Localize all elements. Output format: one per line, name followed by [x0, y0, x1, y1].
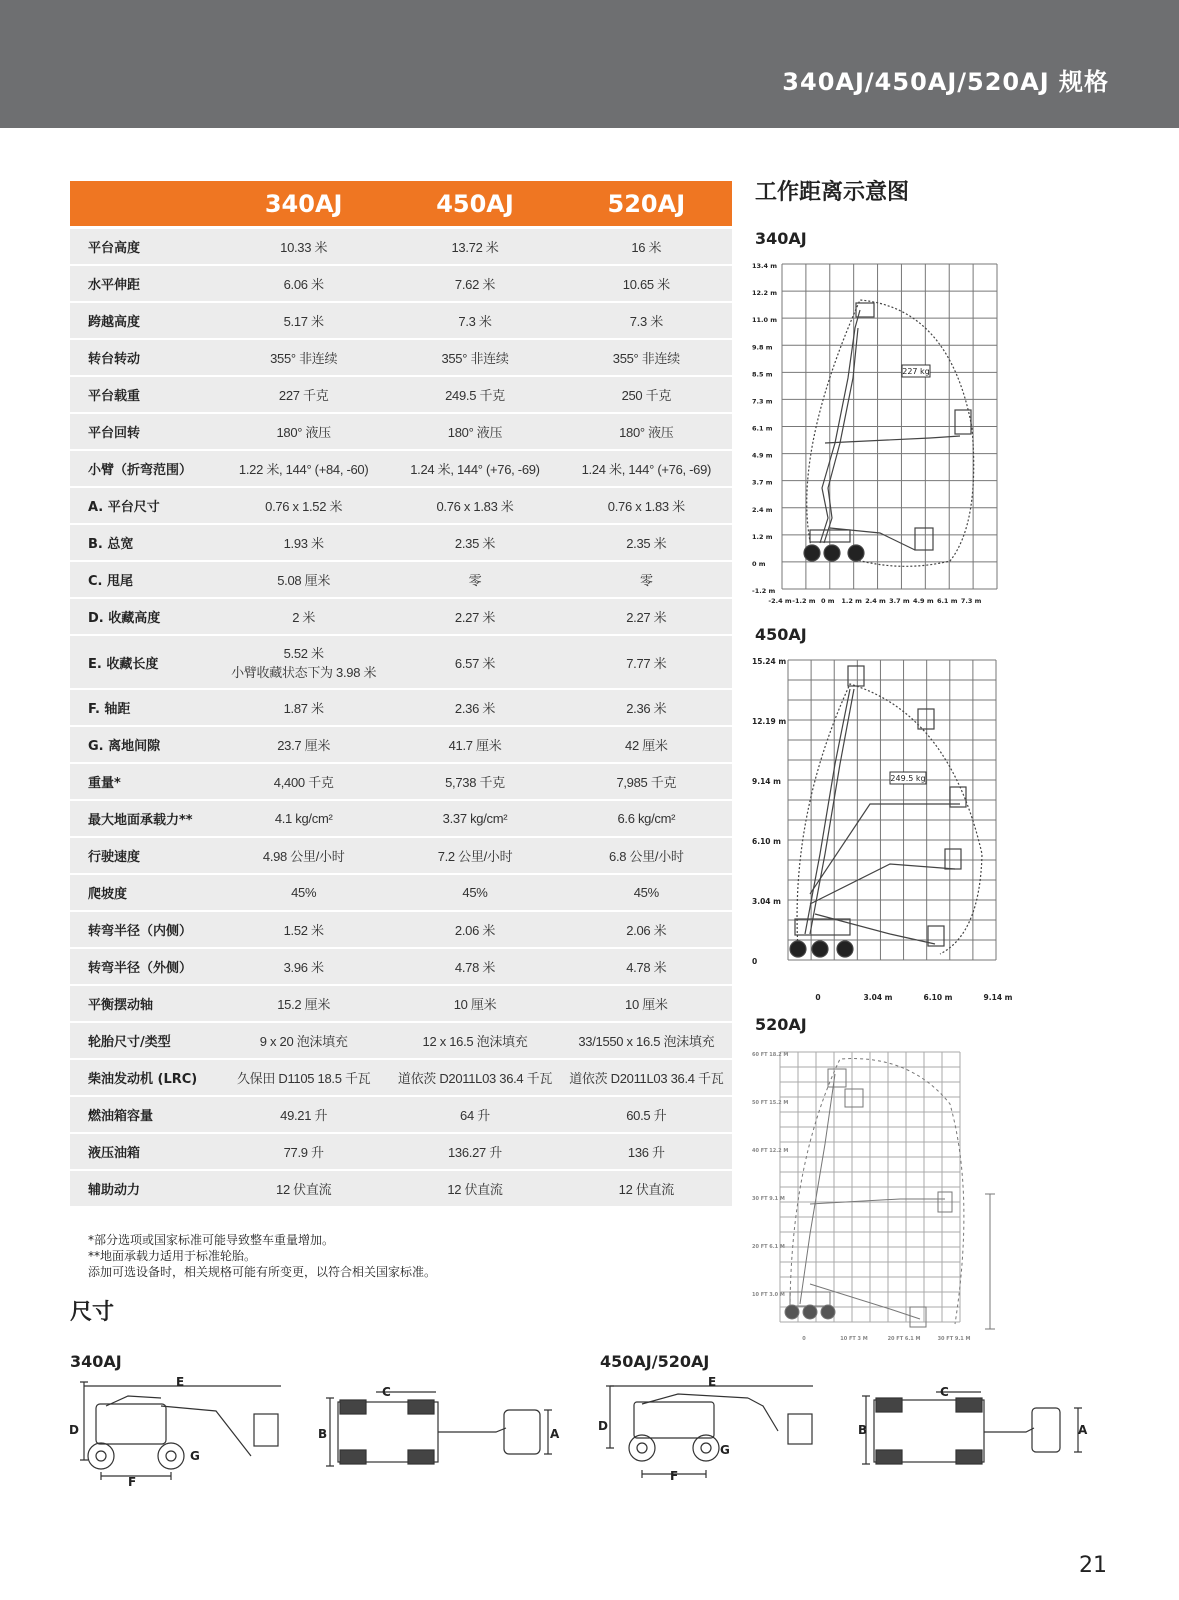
spec-label: 最大地面承载力**	[88, 813, 193, 828]
spec-row	[70, 377, 732, 414]
dim-450aj-top	[856, 1380, 1102, 1480]
chart-520aj	[750, 1044, 1030, 1356]
spec-label: 柴油发动机 (LRC)	[88, 1072, 198, 1087]
footnote: **地面承载力适用于标准轮胎。	[88, 1249, 257, 1263]
x-tick-label: 0	[802, 1336, 806, 1342]
x-tick-label: 0	[815, 993, 821, 1002]
spec-value: 41.7 厘米	[448, 738, 502, 753]
spec-row	[70, 414, 732, 451]
x-tick-label: 1.2 m	[841, 597, 862, 605]
spec-value: 355° 非连续	[612, 351, 680, 366]
dim-letter-b: B	[318, 1427, 328, 1441]
dim-letter-d: D	[69, 1423, 79, 1437]
x-tick-label: 3.04 m	[863, 993, 893, 1002]
spec-label: 跨越高度	[88, 315, 141, 330]
page-number: 21	[1079, 1553, 1107, 1578]
dimensions-340aj-label: 340AJ	[70, 1352, 122, 1371]
y-tick-label: 12.2 m	[752, 289, 778, 298]
spec-row	[70, 1060, 732, 1097]
y-tick-label: 6.10 m	[752, 837, 781, 846]
y-tick-label: 9.14 m	[752, 777, 781, 786]
dim-letter-a: A	[550, 1427, 560, 1441]
x-tick-label: 10 FT 3 M	[840, 1336, 868, 1342]
spec-value: 零	[639, 573, 653, 588]
spec-label: 轮胎尺寸/类型	[88, 1035, 171, 1050]
column-340aj: 340AJ	[264, 189, 343, 218]
spec-row	[70, 1134, 732, 1171]
spec-value: 2.35 米	[626, 536, 667, 551]
y-tick-label: 6.1 m	[752, 424, 773, 433]
spec-row	[70, 838, 732, 875]
spec-row	[70, 488, 732, 525]
spec-value: 0.76 x 1.83 米	[436, 499, 514, 514]
spec-value: 180° 液压	[447, 425, 503, 440]
spec-value: 4,400 千克	[273, 775, 334, 790]
spec-value: 136 升	[627, 1145, 665, 1160]
dim-letter-d: D	[598, 1419, 608, 1433]
spec-row	[70, 912, 732, 949]
spec-row	[70, 340, 732, 377]
spec-value: 1.24 米, 144° (+76, -69)	[581, 462, 712, 477]
spec-value: 60.5 升	[626, 1108, 667, 1123]
x-tick-label: 20 FT 6.1 M	[887, 1336, 921, 1342]
spec-value: 7.3 米	[458, 314, 492, 329]
x-tick-label: -1.2 m	[792, 597, 816, 605]
y-tick-label: 7.3 m	[752, 397, 773, 406]
spec-value: 7.77 米	[626, 655, 667, 671]
dim-letter-f: F	[128, 1475, 137, 1488]
spec-value: 7.3 米	[629, 314, 663, 329]
spec-value: 道依茨 D2011L03 36.4 千瓦	[397, 1071, 553, 1086]
spec-value: 3.96 米	[283, 960, 324, 975]
spec-value	[218, 643, 389, 681]
spec-value: 1.93 米	[283, 536, 324, 551]
spec-value: 2.35 米	[454, 536, 496, 551]
spec-value: 1.87 米	[283, 701, 324, 716]
y-tick-label: 40 FT 12.2 M	[752, 1148, 789, 1154]
spec-value: 1.24 米, 144° (+76, -69)	[410, 462, 540, 477]
spec-row	[70, 986, 732, 1023]
dim-340aj-side	[66, 1376, 298, 1488]
y-tick-label: 30 FT 9.1 M	[752, 1196, 785, 1202]
y-tick-label: 11.0 m	[752, 316, 778, 325]
dim-letter-f: F	[670, 1469, 679, 1483]
spec-value: 16 米	[631, 240, 662, 255]
spec-value: 道依茨 D2011L03 36.4 千瓦	[569, 1071, 724, 1086]
spec-row	[70, 727, 732, 764]
x-tick-label: 0 m	[820, 597, 835, 605]
spec-label: 平衡摆动轴	[88, 998, 154, 1013]
x-tick-label: 2.4 m	[865, 597, 886, 605]
spec-value: 10.33 米	[280, 240, 328, 255]
spec-row	[70, 636, 732, 690]
spec-label: 转弯半径（内侧）	[88, 924, 193, 939]
spec-value: 2.27 米	[454, 610, 496, 625]
spec-value: 2.06 米	[626, 923, 667, 938]
spec-value: 12 伏直流	[276, 1182, 332, 1197]
y-tick-label: 60 FT 18.2 M	[752, 1052, 789, 1058]
y-tick-label: 50 FT 15.2 M	[752, 1100, 789, 1106]
dim-letter-b: B	[858, 1423, 868, 1437]
x-tick-label: 7.3 m	[960, 597, 982, 605]
spec-value: 0.76 x 1.83 米	[607, 499, 685, 514]
spec-value: 6.6 kg/cm²	[617, 811, 676, 826]
chart-450aj	[750, 654, 1020, 1006]
spec-value: 10 厘米	[453, 997, 497, 1012]
spec-row	[70, 229, 732, 266]
spec-value: 零	[468, 573, 482, 588]
spec-row	[70, 266, 732, 303]
spec-row	[70, 949, 732, 986]
spec-label: 重量*	[88, 776, 121, 791]
dim-letter-g: G	[190, 1449, 200, 1463]
spec-table-header	[70, 181, 732, 229]
spec-value: 2 米	[292, 610, 316, 625]
spec-value: 3.37 kg/cm²	[442, 811, 508, 826]
spec-value: 355° 非连续	[270, 351, 338, 366]
spec-label: G. 离地间隙	[88, 739, 161, 754]
y-tick-label: 4.9 m	[752, 451, 773, 460]
spec-row	[70, 599, 732, 636]
spec-row	[70, 1023, 732, 1060]
x-tick-label: -2.4 m	[768, 597, 792, 605]
y-tick-label: 20 FT 6.1 M	[752, 1244, 785, 1250]
y-tick-label: 15.24 m	[752, 657, 787, 666]
y-tick-label: 9.8 m	[752, 343, 773, 352]
spec-label: E. 收藏长度	[88, 656, 159, 672]
spec-value: 4.78 米	[454, 960, 496, 975]
spec-value: 2.36 米	[454, 701, 496, 716]
spec-value: 12 伏直流	[618, 1182, 674, 1197]
spec-value: 49.21 升	[280, 1108, 328, 1123]
spec-label: 爬坡度	[88, 887, 128, 902]
y-tick-label: 8.5 m	[752, 370, 773, 379]
y-tick-label: 0 m	[752, 559, 766, 568]
spec-label: 平台载重	[88, 389, 141, 404]
chart-450aj-label: 450AJ	[755, 625, 807, 644]
y-tick-label: 10 FT 3.0 M	[752, 1292, 785, 1298]
spec-value: 33/1550 x 16.5 泡沫填充	[578, 1034, 715, 1049]
dim-letter-c: C	[382, 1385, 391, 1399]
y-tick-label: 3.7 m	[752, 478, 773, 487]
spec-value: 355° 非连续	[441, 351, 509, 366]
spec-value: 77.9 升	[283, 1145, 324, 1160]
footnotes	[88, 1232, 436, 1280]
spec-label: 水平伸距	[88, 278, 141, 293]
spec-value: 45%	[291, 885, 317, 900]
spec-value: 4.1 kg/cm²	[274, 811, 333, 826]
spec-row	[70, 1097, 732, 1134]
dim-letter-g: G	[720, 1443, 730, 1457]
spec-value: 6.57 米	[454, 655, 496, 671]
spec-label: 燃油箱容量	[88, 1109, 154, 1124]
spec-value: 7,985 千克	[616, 775, 677, 790]
spec-value: 10.65 米	[622, 277, 670, 292]
spec-value: 5.17 米	[283, 314, 324, 329]
spec-row	[70, 303, 732, 340]
spec-value-extra: 小臂收藏状态下为 3.98 米	[231, 665, 377, 680]
spec-row	[70, 690, 732, 727]
spec-value: 180° 液压	[276, 425, 331, 440]
spec-value: 64 升	[460, 1108, 490, 1123]
spec-value: 1.22 米, 144° (+84, -60)	[238, 462, 369, 477]
spec-value: 12 伏直流	[447, 1182, 503, 1197]
spec-value: 7.2 公里/小时	[437, 849, 513, 864]
column-520aj: 520AJ	[607, 189, 686, 218]
spec-value: 1.52 米	[283, 923, 324, 938]
y-tick-label: 2.4 m	[752, 505, 773, 514]
spec-value: 23.7 厘米	[277, 738, 331, 753]
page-title: 340AJ/450AJ/520AJ 规格	[782, 68, 1109, 96]
spec-value: 7.62 米	[454, 277, 496, 292]
spec-value: 13.72 米	[451, 240, 499, 255]
x-tick-label: 9.14 m	[983, 993, 1013, 1002]
spec-label: 辅助动力	[88, 1183, 141, 1198]
spec-table	[70, 181, 732, 1208]
spec-value: 227 千克	[278, 388, 329, 403]
spec-label: 小臂（折弯范围）	[88, 463, 193, 478]
spec-label: 行驶速度	[88, 850, 141, 865]
spec-value: 42 厘米	[625, 738, 668, 753]
dim-letter-c: C	[940, 1385, 949, 1399]
y-tick-label: -1.2 m	[752, 587, 776, 595]
spec-label: 平台高度	[88, 241, 141, 256]
chart-340aj-label: 340AJ	[755, 229, 807, 248]
spec-value: 2.06 米	[454, 923, 496, 938]
spec-label: D. 收藏高度	[88, 611, 161, 626]
dim-450aj-side	[598, 1376, 830, 1488]
spec-label: 平台回转	[88, 426, 141, 441]
spec-label: A. 平台尺寸	[88, 500, 160, 515]
spec-row	[70, 562, 732, 599]
spec-row	[70, 525, 732, 562]
dim-340aj-top	[316, 1380, 562, 1480]
dim-letter-a: A	[1078, 1423, 1088, 1437]
y-tick-label: 12.19 m	[752, 717, 787, 726]
spec-label: C. 甩尾	[88, 574, 134, 589]
spec-row	[70, 1171, 732, 1208]
footnote: 添加可选设备时，相关规格可能有所变更，以符合相关国家标准。	[88, 1265, 437, 1279]
spec-row	[70, 875, 732, 912]
spec-row	[70, 801, 732, 838]
dim-letter-e: E	[176, 1376, 185, 1389]
spec-value: 10 厘米	[625, 997, 668, 1012]
y-tick-label: 3.04 m	[752, 897, 781, 906]
spec-value: 6.06 米	[283, 277, 324, 292]
x-tick-label: 30 FT 9.1 M	[937, 1336, 971, 1342]
spec-value: 136.27 升	[448, 1145, 502, 1160]
working-range-title: 工作距离示意图	[755, 180, 910, 205]
y-tick-label: 0	[752, 957, 758, 966]
dim-letter-e: E	[708, 1376, 717, 1389]
spec-value: 45%	[462, 885, 488, 900]
spec-value: 0.76 x 1.52 米	[265, 499, 343, 514]
spec-value: 5.08 厘米	[277, 573, 331, 588]
spec-value: 249.5 千克	[445, 388, 505, 403]
y-tick-label: 1.2 m	[752, 532, 773, 541]
spec-value: 5,738 千克	[445, 775, 505, 790]
header-bar	[0, 0, 1179, 128]
chart-520aj-label: 520AJ	[755, 1015, 807, 1034]
spec-value: 6.8 公里/小时	[609, 849, 684, 864]
x-tick-label: 4.9 m	[913, 597, 934, 605]
spec-label: F. 轴距	[88, 702, 131, 717]
spec-value: 9 x 20 泡沫填充	[259, 1034, 348, 1049]
spec-row	[70, 764, 732, 801]
spec-label: 转台转动	[88, 352, 141, 367]
spec-value: 45%	[633, 885, 659, 900]
spec-row	[70, 451, 732, 488]
dimensions-title: 尺寸	[70, 1300, 115, 1325]
chart-340aj	[750, 258, 1020, 610]
x-tick-label: 6.1 m	[936, 597, 958, 605]
spec-table-body	[70, 229, 732, 1208]
dimensions-450aj-520aj-label: 450AJ/520AJ	[600, 1352, 710, 1371]
spec-label: B. 总宽	[88, 537, 134, 552]
footnote: *部分选项或国家标准可能导致整车重量增加。	[88, 1233, 335, 1247]
load-label: 227 kg	[902, 367, 930, 376]
spec-value: 15.2 厘米	[277, 997, 331, 1012]
y-tick-label: 13.4 m	[752, 262, 778, 270]
spec-value: 久保田 D1105 18.5 千瓦	[236, 1071, 371, 1086]
spec-value: 12 x 16.5 泡沫填充	[422, 1034, 528, 1049]
spec-value-main: 5.52 米	[283, 646, 324, 661]
spec-label: 液压油箱	[88, 1146, 141, 1161]
spec-value: 4.98 公里/小时	[262, 849, 345, 864]
load-label: 249.5 kg	[890, 774, 926, 783]
x-tick-label: 3.7 m	[889, 597, 910, 605]
x-tick-label: 6.10 m	[923, 993, 953, 1002]
column-450aj: 450AJ	[436, 189, 514, 218]
machine-drawing-450aj	[790, 666, 982, 957]
spec-value: 2.27 米	[626, 610, 667, 625]
spec-value: 180° 液压	[619, 425, 674, 440]
spec-label: 转弯半径（外侧）	[88, 961, 193, 976]
spec-value: 250 千克	[621, 388, 672, 403]
spec-value: 2.36 米	[626, 701, 667, 716]
spec-value: 4.78 米	[626, 960, 667, 975]
